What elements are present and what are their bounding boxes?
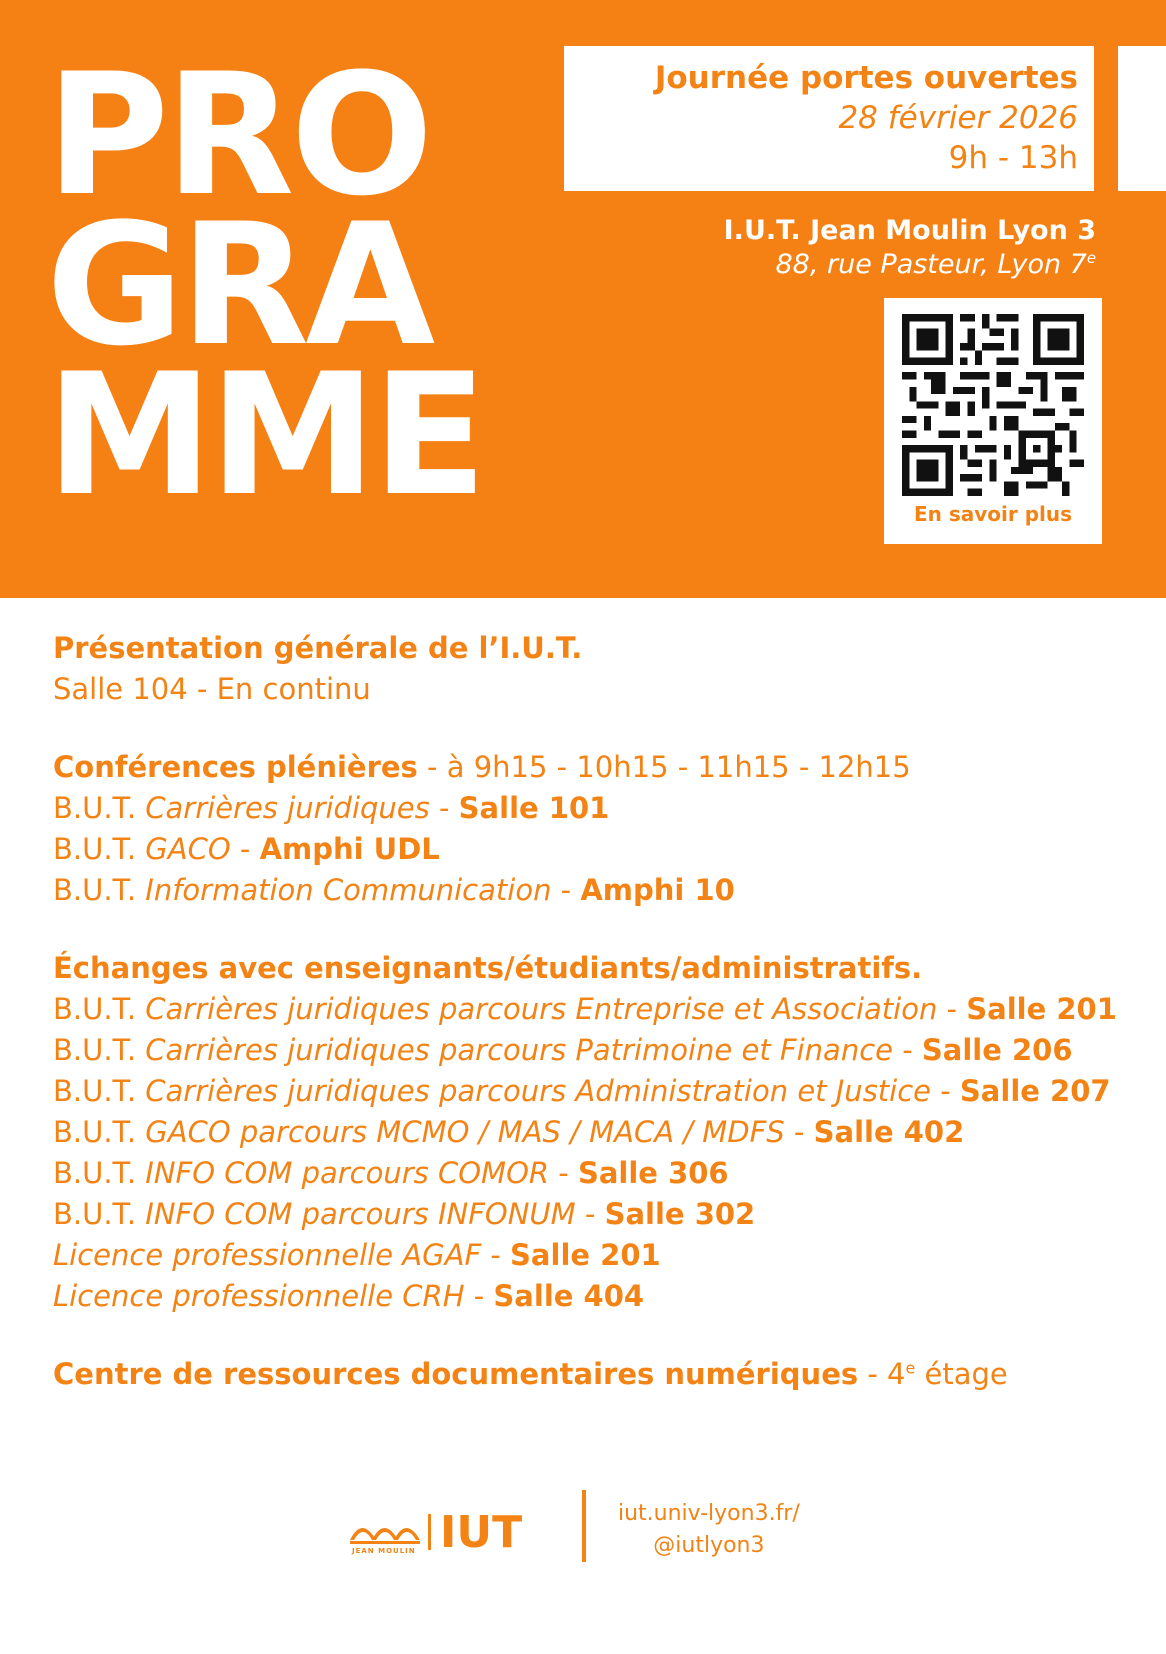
list-item: B.U.T. INFO COM parcours COMOR - Salle 306	[53, 1156, 729, 1190]
list-item: Licence professionnelle CRH - Salle 404	[53, 1279, 645, 1313]
title-line: PRO	[46, 37, 430, 233]
section-title: Conférences plénières	[53, 750, 418, 784]
venue-name: I.U.T. Jean Moulin Lyon 3	[723, 215, 1096, 246]
logo-text: IUT	[440, 1507, 523, 1558]
list-item: B.U.T. Carrières juridiques parcours Patrimoine et Finance - Salle 206	[53, 1033, 1073, 1067]
list-item: B.U.T. Carrières juridiques parcours Administration et Justice - Salle 207	[53, 1074, 1111, 1108]
section-title: Centre de ressources documentaires numériques	[53, 1357, 859, 1391]
venue	[724, 214, 1096, 282]
section-heading-row: Centre de ressources documentaires numériques - 4e étage	[53, 1357, 1008, 1391]
footer	[0, 1490, 1166, 1570]
title-line: GRA	[46, 187, 432, 383]
list-item: B.U.T. Information Communication - Amphi 10	[53, 873, 735, 907]
venue-address: 88, rue Pasteur, Lyon 7e	[775, 249, 1096, 280]
iut-logo	[350, 1507, 523, 1560]
section-title: Échanges avec enseignants/étudiants/administratifs.	[53, 951, 923, 985]
programme-title	[46, 37, 484, 533]
event-info-box	[564, 46, 1094, 191]
list-item: B.U.T. INFO COM parcours INFONUM - Salle 302	[53, 1197, 756, 1231]
qr-caption[interactable]: En savoir plus	[913, 502, 1073, 526]
list-item: B.U.T. GACO parcours MCMO / MAS / MACA / MDFS - Salle 402	[53, 1115, 965, 1149]
list-item: B.U.T. Carrières juridiques parcours Entreprise et Association - Salle 201	[53, 992, 1117, 1026]
qr-code-link[interactable]	[884, 298, 1102, 544]
contact-info	[618, 1498, 800, 1562]
event-title: Journée portes ouvertes	[654, 60, 1078, 96]
social-handle[interactable]: @iutlyon3	[653, 1533, 765, 1558]
list-item: B.U.T. Carrières juridiques - Salle 101	[53, 791, 610, 825]
section-heading-row	[53, 747, 1143, 788]
list-item: Licence professionnelle AGAF - Salle 201	[53, 1238, 661, 1272]
section-detail: Salle 104 - En continu	[53, 672, 371, 706]
qr-code-icon[interactable]	[902, 314, 1084, 496]
title-line: MME	[46, 337, 484, 533]
event-date: 28 février 2026	[838, 100, 1078, 136]
program-content	[53, 628, 1143, 1395]
list-item: B.U.T. GACO - Amphi UDL	[53, 832, 440, 866]
conference-times: - à 9h15 - 10h15 - 11h15 - 12h15	[417, 750, 911, 784]
section-title: Présentation générale de l’I.U.T.	[53, 631, 583, 665]
logo-small-text: JEAN MOULIN	[352, 1547, 416, 1555]
decorative-block	[1118, 46, 1166, 191]
event-hours: 9h - 13h	[948, 140, 1078, 176]
website-link[interactable]: iut.univ-lyon3.fr/	[618, 1501, 800, 1526]
header-banner	[0, 0, 1166, 598]
divider	[582, 1490, 586, 1562]
